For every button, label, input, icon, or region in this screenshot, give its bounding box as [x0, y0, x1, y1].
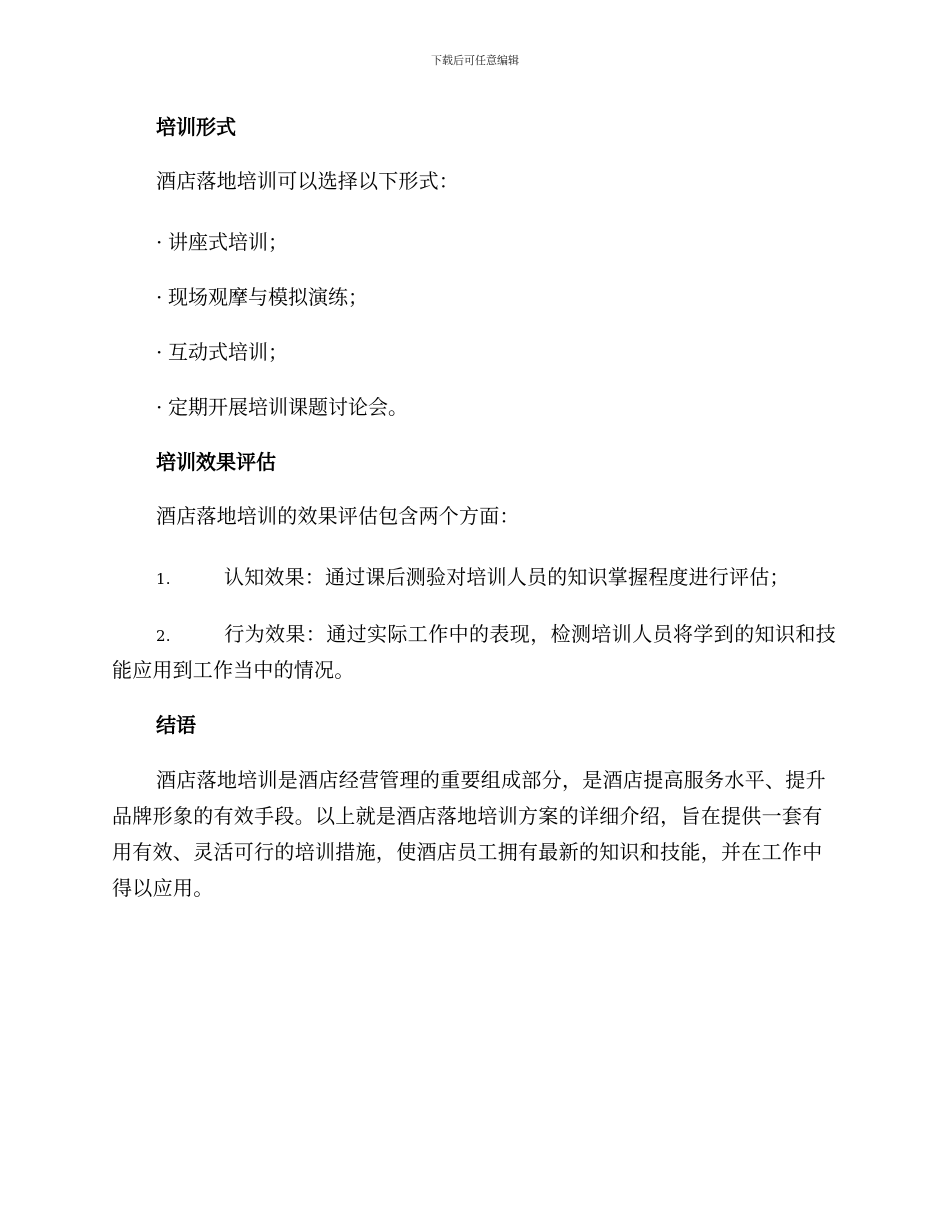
bullet-icon: ·: [156, 285, 163, 309]
section-heading-evaluation: 培训效果评估: [156, 450, 276, 474]
item-number: 1.: [156, 570, 171, 588]
evaluation-intro: 酒店落地培训的效果评估包含两个方面：: [156, 504, 520, 528]
bullet-icon: ·: [156, 230, 163, 254]
numbered-item: [112, 617, 836, 687]
numbered-item-text: 认知效果：通过课后测验对培训人员的知识掌握程度进行评估；: [224, 565, 790, 589]
list-item-text: 现场观摩与模拟演练；: [168, 285, 368, 309]
page-header: 下载后可任意编辑: [431, 54, 519, 67]
section-heading-conclusion: 结语: [156, 713, 196, 737]
list-item: [112, 225, 836, 259]
numbered-item: [112, 560, 836, 596]
list-item: [112, 280, 836, 314]
list-item-text: 讲座式培训；: [168, 230, 288, 254]
list-item: [112, 335, 836, 369]
conclusion-paragraph: 酒店落地培训是酒店经营管理的重要组成部分，是酒店提高服务水平、提升品牌形象的有效手段。以上就是酒店落地培训方案的详细介绍，旨在提供一套有用有效、灵活可行的培训措施，使酒店员工拥有最新的知识和技能，并在工作中得以应用。: [112, 768, 826, 900]
numbered-item-text: 行为效果：通过实际工作中的表现，检测培训人员将学到的知识和技能应用到工作当中的情况。: [112, 622, 836, 682]
item-number: 2.: [156, 627, 171, 645]
document-body: [112, 110, 836, 906]
bullet-icon: ·: [156, 340, 163, 364]
list-item-text: 定期开展培训课题讨论会。: [168, 395, 408, 419]
section-heading-forms: 培训形式: [156, 115, 236, 139]
bullet-icon: ·: [156, 395, 163, 419]
list-item: [112, 390, 836, 424]
forms-intro: 酒店落地培训可以选择以下形式：: [156, 169, 459, 193]
list-item-text: 互动式培训；: [168, 340, 288, 364]
